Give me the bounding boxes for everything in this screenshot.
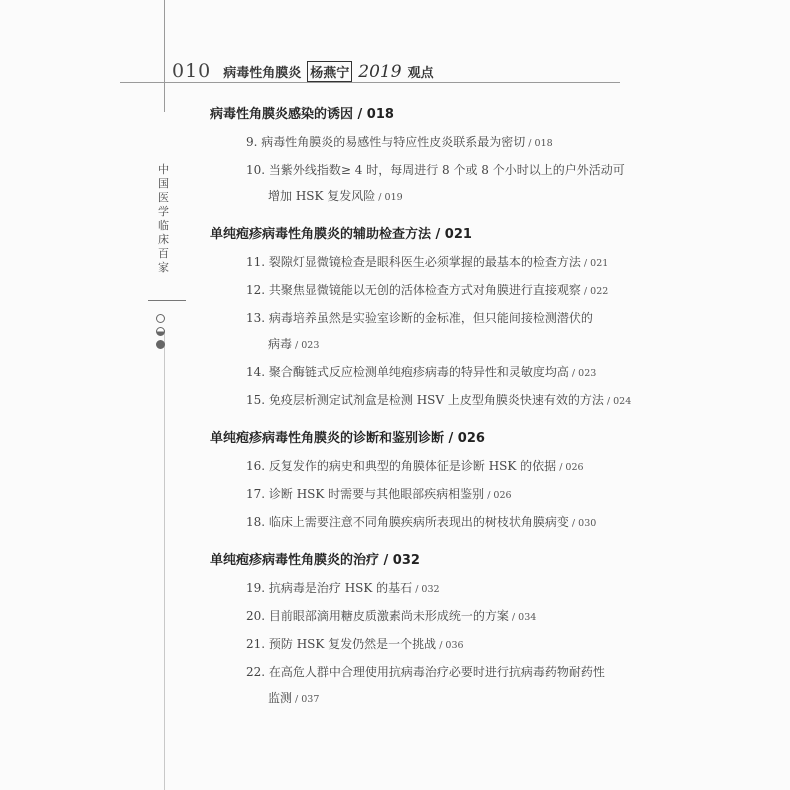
toc-entry-continuation-text: 监测 <box>268 691 293 705</box>
toc-entry-continuation-text: 病毒 <box>268 337 293 351</box>
toc-entry[interactable] <box>246 277 630 305</box>
toc-section-title[interactable]: 单纯疱疹病毒性角膜炎的治疗 / 032 <box>210 553 420 568</box>
toc-entry-text: 22. 在高危人群中合理使用抗病毒治疗必要时进行抗病毒药物耐药性 <box>246 665 605 679</box>
dot-half-icon <box>156 327 165 336</box>
toc-entry[interactable] <box>246 575 630 603</box>
section-gap <box>210 211 630 221</box>
frame-vertical-line <box>164 0 165 112</box>
toc-entry[interactable] <box>246 129 630 157</box>
toc-entry-text: 12. 共聚焦显微镜能以无创的活体检查方式对角膜进行直接观察 <box>246 283 581 297</box>
toc-section <box>210 211 630 415</box>
toc-entry-continuation <box>268 331 630 359</box>
toc-entry-text: 18. 临床上需要注意不同角膜疾病所表现出的树枝状角膜病变 <box>246 515 569 529</box>
toc-entry-page: / 021 <box>580 258 609 269</box>
toc-entry[interactable] <box>246 387 630 415</box>
section-gap <box>210 415 630 425</box>
toc-entry[interactable] <box>246 249 630 277</box>
toc-entry-page: / 022 <box>580 286 609 297</box>
toc-entry[interactable] <box>246 631 630 659</box>
toc-entry-text: 11. 裂隙灯显微镜检查是眼科医生必须掌握的最基本的检查方法 <box>246 255 581 269</box>
running-header <box>172 60 434 82</box>
toc-section-title[interactable]: 单纯疱疹病毒性角膜炎的辅助检查方法 / 021 <box>210 227 472 242</box>
toc-entry-page: / 023 <box>568 368 597 379</box>
toc-section <box>210 537 630 713</box>
toc-entry-text: 13. 病毒培养虽然是实验室诊断的金标准，但只能间接检测潜伏的 <box>246 311 593 325</box>
dot-full-icon <box>156 340 165 349</box>
year: 2019 <box>358 62 402 82</box>
toc-section-title[interactable]: 单纯疱疹病毒性角膜炎的诊断和鉴别诊断 / 026 <box>210 431 485 446</box>
toc-entry-text: 20. 目前眼部滴用糖皮质激素尚未形成统一的方案 <box>246 609 509 623</box>
toc-entry-text: 10. 当紫外线指数≥ 4 时，每周进行 8 个或 8 个小时以上的户外活动可 <box>246 163 625 177</box>
toc-entry[interactable] <box>246 603 630 631</box>
series-name-vertical: 中国医学临床百家 <box>158 163 169 274</box>
toc-entry-page: / 037 <box>292 694 320 705</box>
toc-entry-text: 16. 反复发作的病史和典型的角膜体征是诊断 HSK 的依据 <box>246 459 557 473</box>
toc-entry[interactable] <box>246 453 630 481</box>
page-number: 010 <box>172 60 212 82</box>
toc-section-title[interactable]: 病毒性角膜炎感染的诱因 / 018 <box>210 107 394 122</box>
toc-entry[interactable] <box>246 659 630 713</box>
toc-entry-text: 17. 诊断 HSK 时需要与其他眼部疾病相鉴别 <box>246 487 485 501</box>
toc-entry-text: 19. 抗病毒是治疗 HSK 的基石 <box>246 581 413 595</box>
toc-entry-page: / 026 <box>484 490 512 501</box>
toc-entry[interactable] <box>246 481 630 509</box>
header-rule <box>120 82 620 83</box>
series-suffix: 观点 <box>407 66 434 81</box>
toc-entry-page: / 032 <box>412 584 440 595</box>
toc-section <box>210 101 630 211</box>
toc-entry-page: / 023 <box>292 340 320 351</box>
toc-entry-text: 14. 聚合酶链式反应检测单纯疱疹病毒的特异性和灵敏度均高 <box>246 365 569 379</box>
book-title: 病毒性角膜炎 <box>223 66 302 81</box>
section-gap <box>210 537 630 547</box>
toc-entry-continuation <box>268 685 630 713</box>
author-name: 杨燕宁 <box>307 61 352 82</box>
toc-entry-text: 21. 预防 HSK 复发仍然是一个挑战 <box>246 637 437 651</box>
toc-entry-text: 15. 免疫层析测定试剂盒是检测 HSV 上皮型角膜炎快速有效的方法 <box>246 393 604 407</box>
toc-entry[interactable] <box>246 509 630 537</box>
frame-vertical-line-lower <box>164 330 165 790</box>
toc-entry-continuation <box>268 183 630 211</box>
toc-entry[interactable] <box>246 359 630 387</box>
toc-entry-page: / 030 <box>568 518 597 529</box>
toc-entry-page: / 034 <box>508 612 537 623</box>
toc-entry[interactable] <box>246 157 630 211</box>
toc-entry-page: / 019 <box>375 192 403 203</box>
toc-entry-page: / 018 <box>525 138 553 149</box>
toc-section <box>210 415 630 537</box>
table-of-contents <box>210 101 630 713</box>
toc-entry-page: / 026 <box>556 462 584 473</box>
sidebar-dots <box>156 314 165 353</box>
toc-entry-page: / 036 <box>436 640 464 651</box>
dot-empty-icon <box>156 314 165 323</box>
sidebar-rule <box>148 300 186 301</box>
toc-entry-text: 9. 病毒性角膜炎的易感性与特应性皮炎联系最为密切 <box>246 135 526 149</box>
toc-entry-page: / 024 <box>603 396 632 407</box>
toc-entry-continuation-text: 增加 HSK 复发风险 <box>268 189 376 203</box>
toc-entry[interactable] <box>246 305 630 359</box>
